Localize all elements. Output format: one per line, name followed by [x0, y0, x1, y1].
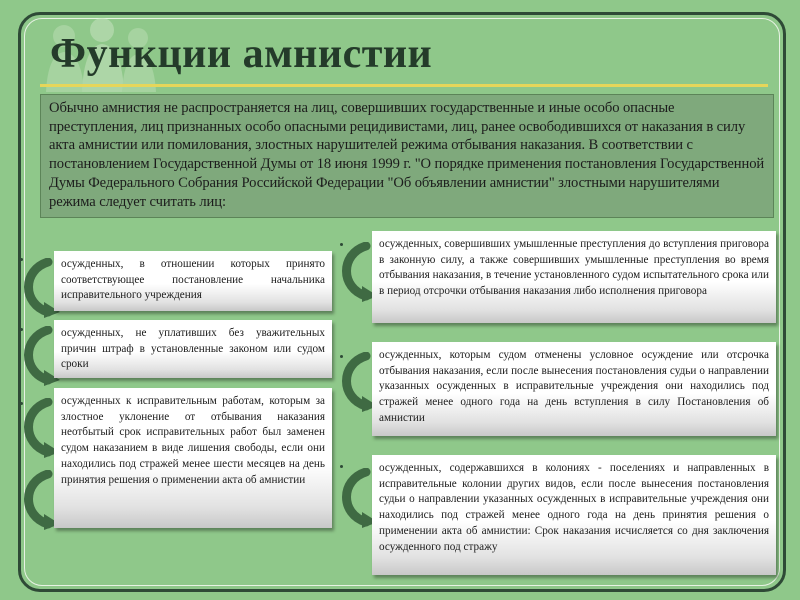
left-item-card-2: [54, 320, 332, 378]
left-item-text: осужденных к исправительным работам, которым за злостное уклонение от отбывания наказания неотбытый срок исправительных работ был заменен судом наказанием в виде лишения свободы, если они находились под стражей менее шести месяцев на день принятия решения о применении акта об амнистии: [61, 395, 325, 486]
right-item-card-3: [372, 455, 776, 575]
intro-text-box: [40, 94, 774, 218]
right-item-text: осужденных, совершивших умышленные преступления до вступления приговора в законную силу, а также совершивших умышленные преступления во время отбывания наказания, в течение установленного судом испытательного срока или в период отсрочки отбывания наказания либо исполнения приговора: [379, 238, 769, 298]
right-item-text: осужденных, которым судом отменены условное осуждение или отсрочка отбывания наказания, если после вынесения постановления судьи о направлении указанных осужденных в исправительные учреждения они находились под стражей менее одного года на день вступления в силу Постановления об амнистии: [379, 349, 769, 424]
right-item-card-2: [372, 342, 776, 436]
left-item-text: осужденных, не уплативших без уважительных причин штраф в установленные законом или судом сроки: [61, 327, 325, 371]
left-item-card-1: [54, 251, 332, 311]
right-item-card-1: [372, 231, 776, 323]
slide-title: Функции амнистии: [50, 31, 433, 77]
intro-text: Обычно амнистия не распространяется на лиц, совершивших государственные и иные особо опасные преступления, лиц признанных особо опасными рецидивистами, лиц, ранее освободившихся от наказания в силу акта амнистии или помилования, злостных нарушителей режима отбывания наказания. В соответствии с постановлением Государственной Думы от 18 июня 1999 г. "О порядке применения постановления Государственной Думы Федерального Собрания Российской Федерации "Об объявлении амнистии" злостными нарушителями режима следует считать лиц:: [49, 100, 765, 210]
left-item-text: осужденных, в отношении которых принято соответствующее постановление начальника исправительного учреждения: [61, 258, 325, 302]
title-underline: [40, 84, 768, 87]
left-item-card-3: [54, 388, 332, 528]
right-item-text: осужденных, содержавшихся в колониях - поселениях и направленных в исправительные колонии других видов, если после вынесения постановления судьи о направлении указанных осужденных в исправительные учреждения они находились под стражей менее одного года на день принятия решения о применении акта об амнистии: Срок наказания исчисляется со дня заключения осужденного под стражу: [379, 462, 769, 553]
